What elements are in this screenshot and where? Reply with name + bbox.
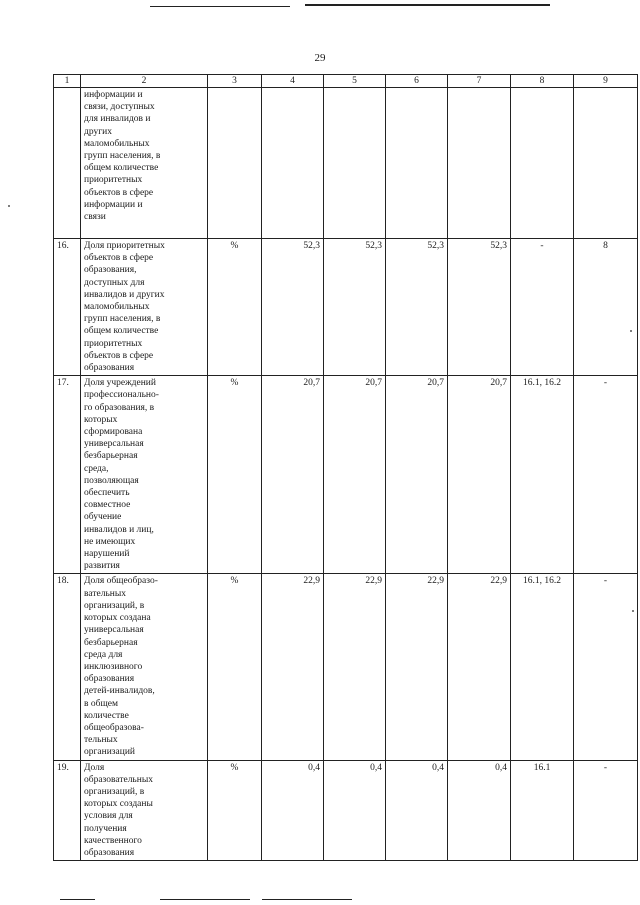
indicator-name-line: сформирована [84, 427, 143, 438]
scan-artifact-bottom-2 [160, 899, 250, 900]
scan-artifact-bottom-1 [60, 899, 95, 900]
indicator-name-line: образования [84, 363, 135, 374]
indicator-name-line: Доля общеобразо- [84, 576, 158, 587]
value-cell: 0,4 [324, 760, 386, 861]
indicator-name-line: объектов в сфере [84, 350, 154, 361]
header-cell: 3 [208, 75, 262, 88]
unit-cell: % [208, 760, 262, 861]
indicator-name-line: инвалидов и других [84, 289, 165, 300]
indicator-name-line: групп населения, в [84, 314, 161, 325]
indicator-name-line: информации и [84, 199, 143, 210]
indicator-name-line: универсальная [84, 439, 144, 450]
unit-cell: % [208, 376, 262, 574]
column9-cell: - [574, 760, 638, 861]
column9-cell [574, 88, 638, 239]
indicator-name-line: профессионально- [84, 390, 159, 401]
indicator-name-line: обучение [84, 512, 122, 523]
indicator-name-line: совместное [84, 500, 131, 511]
indicator-name-line: инвалидов и лиц, [84, 524, 154, 535]
value-cell [324, 88, 386, 239]
indicator-name-line: общем количестве [84, 326, 159, 337]
value-cell: 0,4 [448, 760, 511, 861]
row-number: 18. [54, 574, 81, 760]
value-cell: 22,9 [262, 574, 324, 760]
header-cell: 2 [81, 75, 208, 88]
indicator-name-line: тельных [84, 735, 118, 746]
indicator-name-line: групп населения, в [84, 151, 161, 162]
table-row [54, 88, 638, 239]
header-cell: 9 [574, 75, 638, 88]
scan-speck [8, 205, 10, 207]
header-cell: 4 [262, 75, 324, 88]
indicator-name-line: образовательных [84, 774, 153, 785]
indicator-name-line: приоритетных [84, 175, 143, 186]
indicator-name-line: позволяющая [84, 475, 139, 486]
indicator-table [53, 74, 638, 861]
indicator-name-line: для инвалидов и [84, 114, 151, 125]
unit-cell: % [208, 239, 262, 376]
indicator-name-line: доступных для [84, 277, 145, 288]
reference-cell: - [511, 239, 574, 376]
value-cell: 20,7 [448, 376, 511, 574]
indicator-name-line: объектов в сфере [84, 187, 154, 198]
reference-cell: 16.1 [511, 760, 574, 861]
indicator-name-line: нарушений [84, 549, 130, 560]
column9-cell: 8 [574, 239, 638, 376]
indicator-name-line: получения [84, 823, 127, 834]
indicator-name-line: маломобильных [84, 302, 150, 313]
table-row [54, 574, 638, 760]
indicator-name [81, 239, 208, 376]
reference-cell: 16.1, 16.2 [511, 574, 574, 760]
indicator-name-line: организаций [84, 747, 136, 758]
indicator-name-line: которых созданы [84, 799, 153, 810]
scan-artifact-top-left [150, 6, 290, 7]
indicator-name-line: общеобразова- [84, 722, 144, 733]
indicator-name-line: безбарьерная [84, 637, 138, 648]
value-cell [386, 88, 448, 239]
indicator-name-line: которых [84, 414, 118, 425]
row-number: 17. [54, 376, 81, 574]
value-cell: 20,7 [324, 376, 386, 574]
indicator-name-line: безбарьерная [84, 451, 138, 462]
indicator-name [81, 574, 208, 760]
indicator-name-line: универсальная [84, 625, 144, 636]
indicator-name-line: приоритетных [84, 338, 143, 349]
indicator-name-line: образования [84, 847, 135, 858]
indicator-name-line: Доля учреждений [84, 378, 156, 389]
indicator-name-line: качественного [84, 835, 142, 846]
scan-artifact-bottom-3 [262, 899, 352, 900]
indicator-name-line: общем количестве [84, 163, 159, 174]
header-cell: 8 [511, 75, 574, 88]
indicator-name-line: среда, [84, 463, 109, 474]
value-cell [262, 88, 324, 239]
table-header-row [54, 75, 638, 88]
value-cell: 22,9 [386, 574, 448, 760]
row-number: 19. [54, 760, 81, 861]
indicator-name-line: объектов в сфере [84, 253, 154, 264]
header-cell: 1 [54, 75, 81, 88]
column9-cell: - [574, 376, 638, 574]
value-cell: 22,9 [324, 574, 386, 760]
indicator-name-line: инклюзивного [84, 661, 143, 672]
reference-cell: 16.1, 16.2 [511, 376, 574, 574]
indicator-name-line: обеспечить [84, 488, 130, 499]
indicator-name [81, 88, 208, 239]
value-cell: 0,4 [386, 760, 448, 861]
indicator-name-line: организаций, в [84, 786, 145, 797]
indicator-name-line: связи [84, 212, 106, 223]
unit-cell [208, 88, 262, 239]
scan-speck [630, 330, 632, 332]
column9-cell: - [574, 574, 638, 760]
value-cell: 52,3 [262, 239, 324, 376]
indicator-name-line: которых создана [84, 613, 151, 624]
row-number [54, 88, 81, 239]
indicator-name-line: среда для [84, 649, 123, 660]
value-cell: 52,3 [324, 239, 386, 376]
indicator-name-line: Доля приоритетных [84, 241, 165, 251]
indicator-name-line: вательных [84, 588, 126, 599]
table-row [54, 239, 638, 376]
indicator-name [81, 376, 208, 574]
indicator-name-line: развития [84, 561, 120, 572]
reference-cell [511, 88, 574, 239]
indicator-name-line: информации и [84, 90, 143, 100]
value-cell: 22,9 [448, 574, 511, 760]
indicator-name [81, 760, 208, 861]
indicator-name-line: образования, [84, 265, 137, 276]
indicator-name-line: не имеющих [84, 536, 136, 547]
value-cell: 20,7 [262, 376, 324, 574]
header-cell: 7 [448, 75, 511, 88]
header-cell: 6 [386, 75, 448, 88]
indicator-name-line: условия для [84, 811, 133, 822]
unit-cell: % [208, 574, 262, 760]
indicator-name-line: связи, доступных [84, 102, 155, 113]
scan-speck [632, 610, 634, 612]
row-number: 16. [54, 239, 81, 376]
indicator-name-line: образования [84, 674, 135, 685]
value-cell: 52,3 [386, 239, 448, 376]
indicator-name-line: маломобильных [84, 138, 150, 149]
page-number: 29 [314, 52, 326, 64]
indicator-name-line: в общем [84, 698, 118, 709]
indicator-name-line: Доля [84, 762, 105, 773]
header-cell: 5 [324, 75, 386, 88]
table-row [54, 376, 638, 574]
indicator-name-line: количестве [84, 710, 129, 721]
indicator-name-line: детей-инвалидов, [84, 686, 155, 697]
value-cell [448, 88, 511, 239]
indicator-name-line: го образования, в [84, 402, 155, 413]
table-row [54, 760, 638, 861]
scan-artifact-top-right [305, 4, 550, 6]
value-cell: 20,7 [386, 376, 448, 574]
indicator-name-line: организаций, в [84, 600, 145, 611]
value-cell: 52,3 [448, 239, 511, 376]
value-cell: 0,4 [262, 760, 324, 861]
indicator-name-line: других [84, 126, 112, 137]
